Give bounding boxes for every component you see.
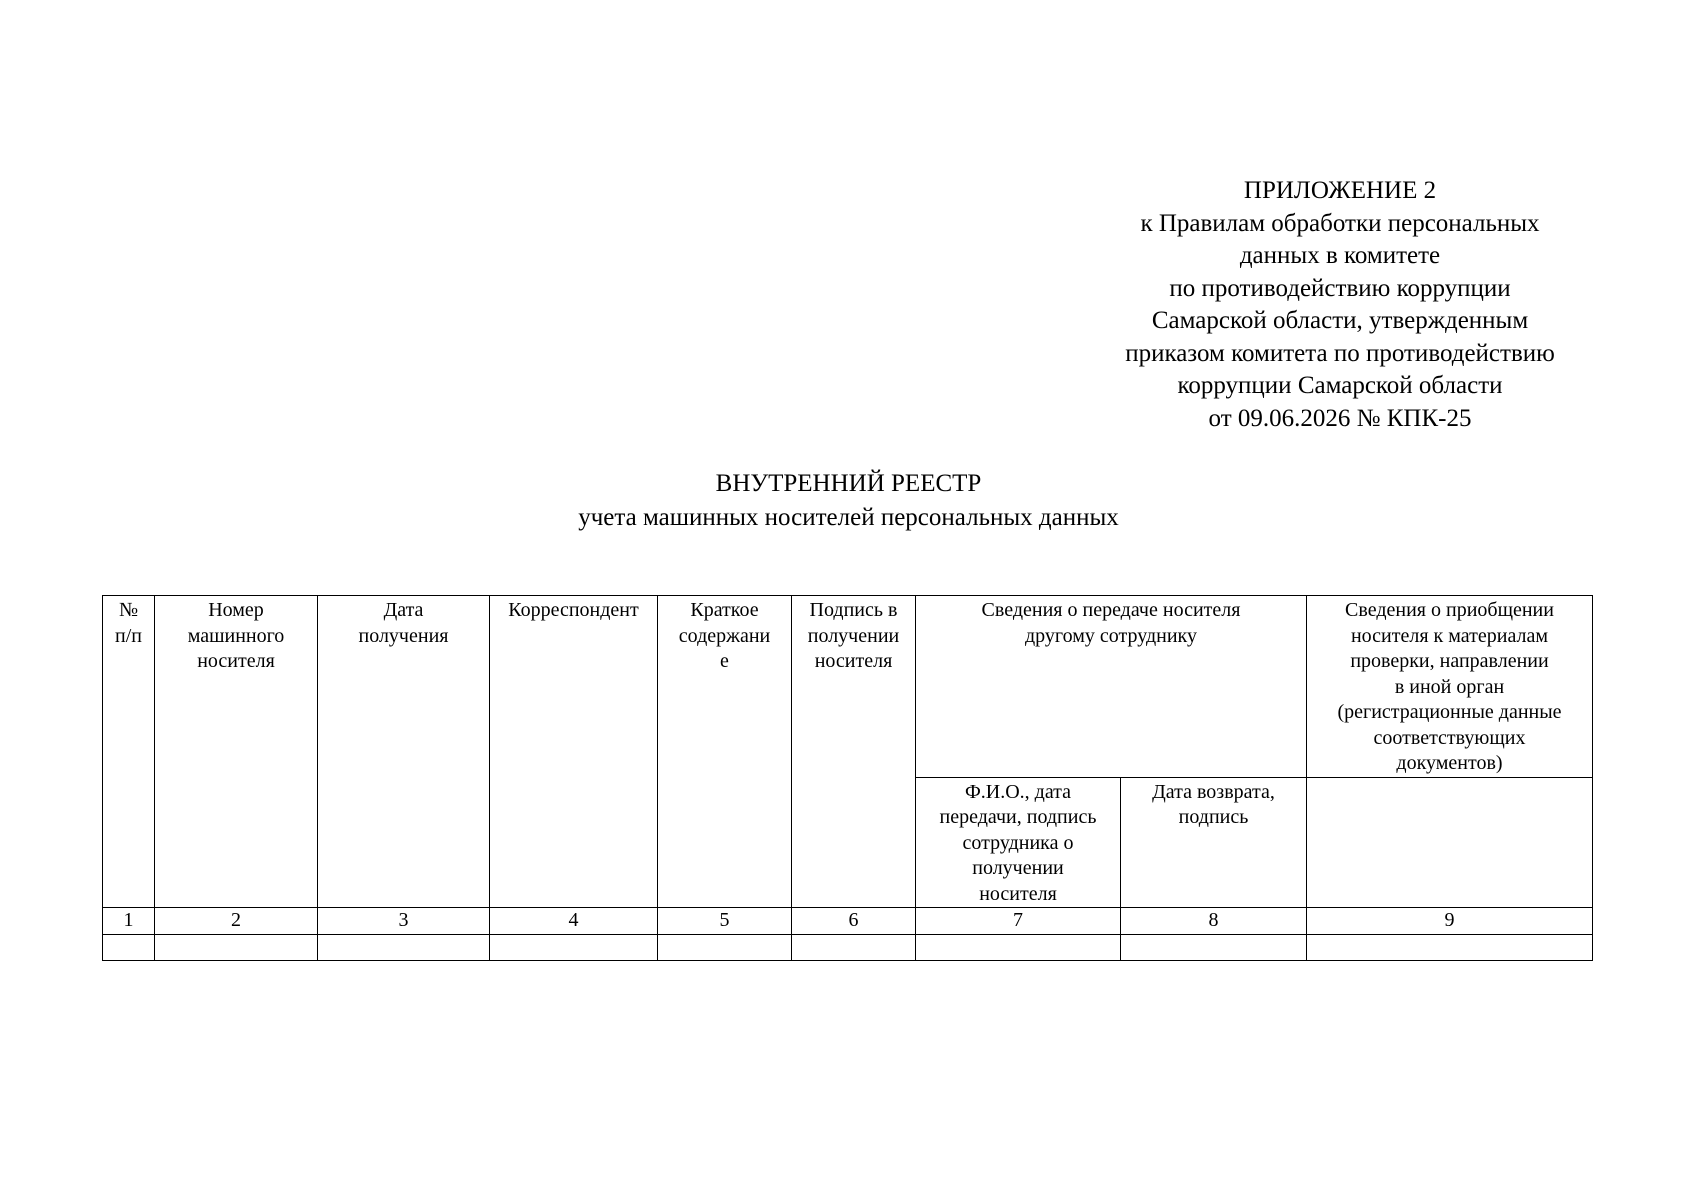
header-cell-receipt-date	[318, 596, 490, 908]
column-number: 3	[318, 908, 490, 935]
document-title-block	[0, 467, 1697, 535]
header-row-top	[103, 596, 1593, 778]
header-cell-transfer-group	[916, 596, 1307, 778]
column-number: 8	[1121, 908, 1307, 935]
appendix-line: данных в комитете	[1239, 242, 1441, 269]
column-number: 9	[1307, 908, 1593, 935]
table-cell	[1307, 934, 1593, 960]
header-cell-transfer-details	[916, 777, 1121, 908]
column-number: 6	[792, 908, 916, 935]
column-number: 4	[490, 908, 658, 935]
table-cell	[792, 934, 916, 960]
table-cell	[1121, 934, 1307, 960]
appendix-block	[1090, 175, 1590, 435]
appendix-heading: ПРИЛОЖЕНИЕ 2	[1243, 177, 1437, 204]
header-label: Номер машинного носителя	[187, 599, 285, 672]
header-cell-receipt-signature	[792, 596, 916, 908]
header-cell-attachment-info	[1307, 596, 1593, 778]
table-cell	[916, 934, 1121, 960]
table-cell	[318, 934, 490, 960]
header-label: Подпись в получении носителя	[807, 599, 900, 672]
table-cell	[490, 934, 658, 960]
register-table	[102, 595, 1593, 961]
header-label: Корреспондент	[508, 599, 639, 621]
appendix-line: по противодействию коррупции	[1169, 274, 1511, 302]
header-label: Дата возврата, подпись	[1152, 780, 1275, 828]
appendix-order-date: от 09.06.2026 № КПК-25	[1208, 404, 1472, 432]
document-title: ВНУТРЕННИЙ РЕЕСТР	[715, 470, 982, 497]
header-cell-summary	[658, 596, 792, 908]
appendix-line: Самарской области, утвержденным	[1151, 307, 1529, 334]
column-number: 1	[103, 908, 155, 935]
header-label: Ф.И.О., дата передачи, подпись сотрудника о получении носителя	[939, 780, 1097, 905]
appendix-line: к Правилам обработки персональных	[1140, 209, 1540, 237]
header-label: Дата получения	[358, 599, 449, 647]
header-cell-return-date	[1121, 777, 1307, 908]
appendix-line: коррупции Самарской области	[1177, 372, 1503, 399]
header-label: Сведения о передаче носителя другому сотруднику	[981, 599, 1241, 647]
column-number: 2	[155, 908, 318, 935]
document-subtitle: учета машинных носителей персональных данных	[578, 504, 1119, 531]
header-cell-attachment-empty	[1307, 777, 1593, 908]
column-number: 5	[658, 908, 792, 935]
table-row	[103, 934, 1593, 960]
appendix-line: приказом комитета по противодействию	[1125, 339, 1555, 367]
column-number: 7	[916, 908, 1121, 935]
table-cell	[658, 934, 792, 960]
header-cell-number	[103, 596, 155, 908]
header-label: Краткое содержани е	[678, 599, 771, 672]
column-number-row	[103, 908, 1593, 935]
header-cell-media-number	[155, 596, 318, 908]
header-label: № п/п	[115, 599, 142, 647]
table-cell	[155, 934, 318, 960]
header-label: Сведения о приобщении носителя к материалам проверки, направлении в иной орган (регистрационные данные соответствующих документов)	[1337, 599, 1562, 774]
table-cell	[103, 934, 155, 960]
header-cell-correspondent	[490, 596, 658, 908]
